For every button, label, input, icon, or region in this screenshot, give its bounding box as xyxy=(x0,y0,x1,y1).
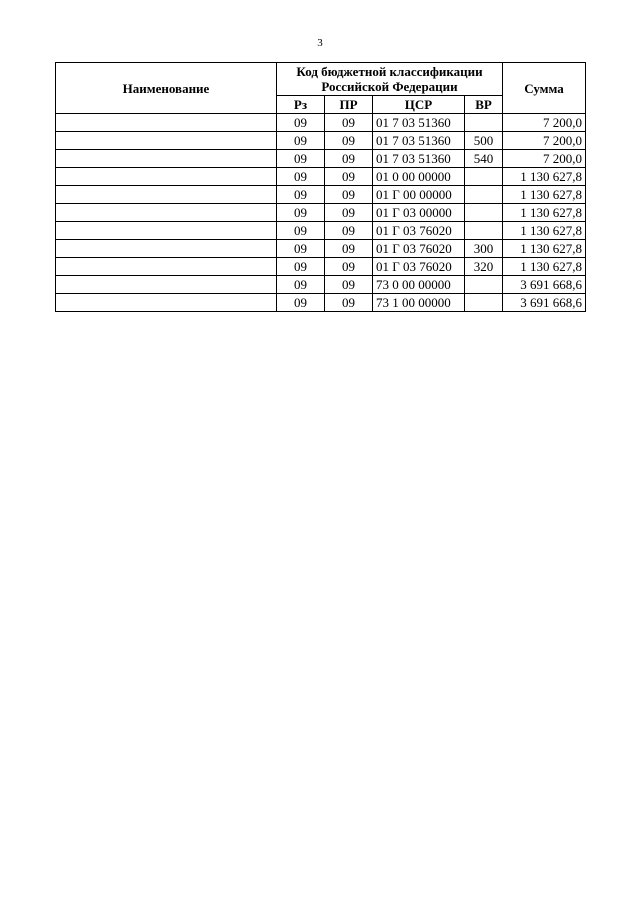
row-csr: 73 0 00 00000 xyxy=(373,276,465,294)
row-csr: 01 Г 03 76020 xyxy=(373,240,465,258)
row-rz: 09 xyxy=(277,132,325,150)
budget-allocation-table xyxy=(55,62,586,312)
row-csr: 73 1 00 00000 xyxy=(373,294,465,312)
row-vr: 500 xyxy=(465,132,503,150)
row-name xyxy=(56,168,277,186)
row-pr: 09 xyxy=(325,258,373,276)
row-vr xyxy=(465,114,503,132)
row-pr: 09 xyxy=(325,114,373,132)
table-row xyxy=(56,222,586,240)
row-rz: 09 xyxy=(277,276,325,294)
header-amount: Сумма xyxy=(503,63,586,114)
row-pr: 09 xyxy=(325,222,373,240)
row-rz: 09 xyxy=(277,114,325,132)
table-row xyxy=(56,294,586,312)
row-name xyxy=(56,258,277,276)
row-vr xyxy=(465,186,503,204)
row-rz: 09 xyxy=(277,150,325,168)
row-pr: 09 xyxy=(325,204,373,222)
row-csr: 01 0 00 00000 xyxy=(373,168,465,186)
row-csr: 01 Г 03 76020 xyxy=(373,258,465,276)
row-vr: 300 xyxy=(465,240,503,258)
row-name xyxy=(56,150,277,168)
row-name xyxy=(56,186,277,204)
row-vr xyxy=(465,294,503,312)
row-name xyxy=(56,240,277,258)
row-vr xyxy=(465,276,503,294)
row-pr: 09 xyxy=(325,132,373,150)
table-row xyxy=(56,132,586,150)
row-csr: 01 7 03 51360 xyxy=(373,114,465,132)
row-rz: 09 xyxy=(277,168,325,186)
row-pr: 09 xyxy=(325,150,373,168)
header-vr: ВР xyxy=(465,96,503,114)
row-amount: 7 200,0 xyxy=(503,150,586,168)
header-pr: ПР xyxy=(325,96,373,114)
header-name: Наименование xyxy=(56,63,277,114)
row-amount: 3 691 668,6 xyxy=(503,294,586,312)
row-amount: 1 130 627,8 xyxy=(503,258,586,276)
page-number: 3 xyxy=(317,37,323,49)
row-pr: 09 xyxy=(325,168,373,186)
row-name xyxy=(56,276,277,294)
row-amount: 7 200,0 xyxy=(503,114,586,132)
row-rz: 09 xyxy=(277,294,325,312)
header-classification: Код бюджетной классификации Российской Федерации xyxy=(277,63,503,96)
row-pr: 09 xyxy=(325,294,373,312)
row-amount: 1 130 627,8 xyxy=(503,240,586,258)
header-csr: ЦСР xyxy=(373,96,465,114)
row-amount: 7 200,0 xyxy=(503,132,586,150)
row-csr: 01 Г 00 00000 xyxy=(373,186,465,204)
row-vr xyxy=(465,168,503,186)
row-amount: 3 691 668,6 xyxy=(503,276,586,294)
row-rz: 09 xyxy=(277,204,325,222)
header-rz: Рз xyxy=(277,96,325,114)
row-amount: 1 130 627,8 xyxy=(503,222,586,240)
row-csr: 01 Г 03 76020 xyxy=(373,222,465,240)
table-row xyxy=(56,186,586,204)
row-name xyxy=(56,204,277,222)
table-row xyxy=(56,258,586,276)
row-vr xyxy=(465,222,503,240)
row-name xyxy=(56,294,277,312)
row-name xyxy=(56,222,277,240)
table-body xyxy=(56,114,586,312)
row-vr: 540 xyxy=(465,150,503,168)
row-vr xyxy=(465,204,503,222)
row-name xyxy=(56,132,277,150)
row-amount: 1 130 627,8 xyxy=(503,186,586,204)
row-csr: 01 Г 03 00000 xyxy=(373,204,465,222)
row-amount: 1 130 627,8 xyxy=(503,204,586,222)
row-rz: 09 xyxy=(277,240,325,258)
row-csr: 01 7 03 51360 xyxy=(373,132,465,150)
row-pr: 09 xyxy=(325,186,373,204)
table-row xyxy=(56,240,586,258)
table-row xyxy=(56,204,586,222)
row-pr: 09 xyxy=(325,276,373,294)
table-row xyxy=(56,150,586,168)
row-vr: 320 xyxy=(465,258,503,276)
row-rz: 09 xyxy=(277,186,325,204)
table-row xyxy=(56,114,586,132)
row-amount: 1 130 627,8 xyxy=(503,168,586,186)
row-rz: 09 xyxy=(277,222,325,240)
row-rz: 09 xyxy=(277,258,325,276)
row-name xyxy=(56,114,277,132)
row-csr: 01 7 03 51360 xyxy=(373,150,465,168)
table-row xyxy=(56,168,586,186)
row-pr: 09 xyxy=(325,240,373,258)
table-row xyxy=(56,276,586,294)
